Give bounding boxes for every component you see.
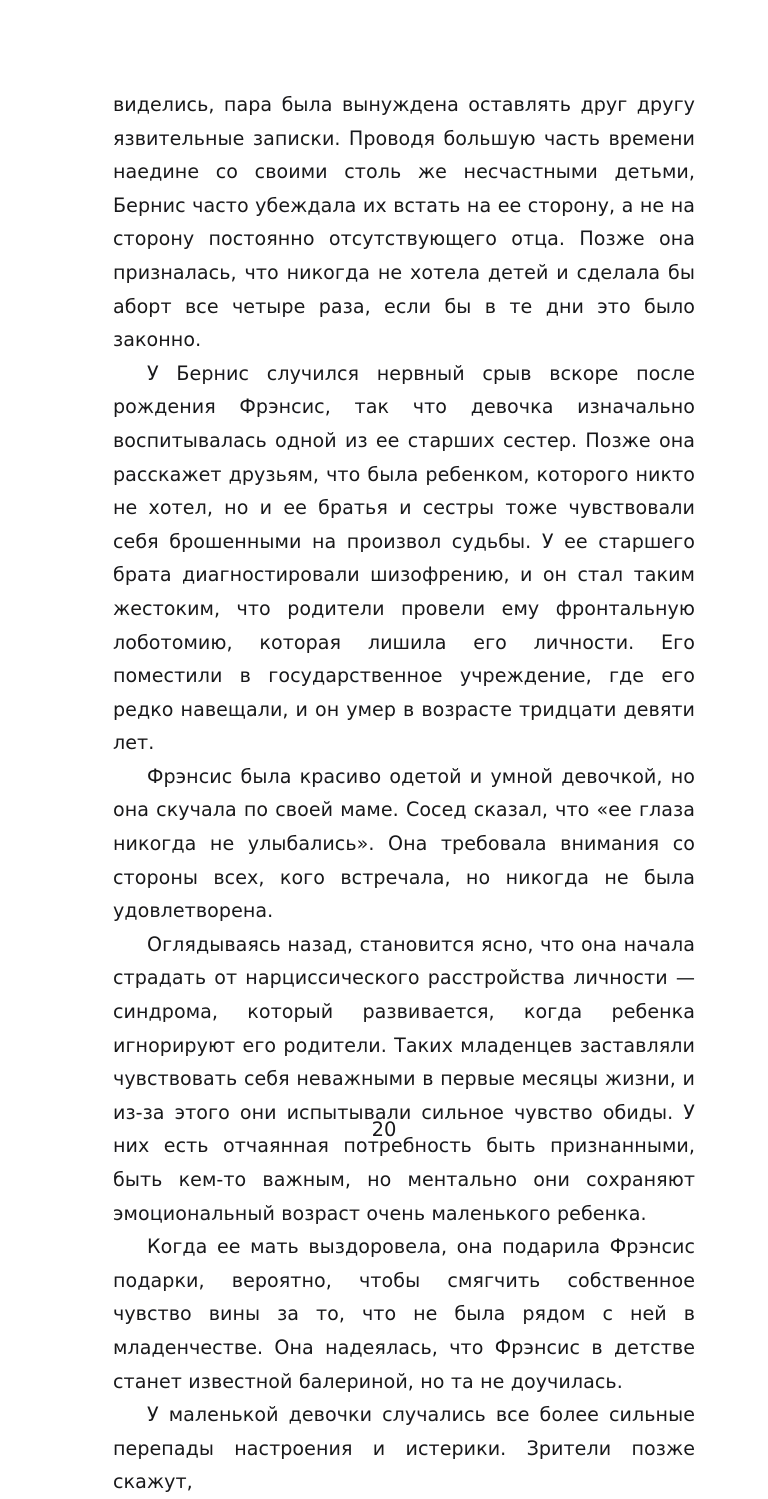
paragraph: У маленькой девочки случались все более сильные перепады настроения и истерики. Зрители позже скажут, [113,1403,695,1494]
paragraph: Когда ее мать выздоровела, она подарила Фрэнсис подарки, вероятно, чтобы смягчить собственное чувство вины за то, что не была рядом с ней в младенчестве. Она надеялась, что Фрэнсис в детстве станет известной балериной, но та не доучилась. [113,1235,695,1393]
paragraph: Оглядываясь назад, становится ясно, что она начала страдать от нарциссического расстройства личности — синдрома, который развивается, когда ребенка игнорируют его родители. Таких младенцев заставляли чувствовать себя неважными в первые месяцы жизни, и из-за этого они испытывали сильное чувство обиды. У них есть отчаянная потребность быть признанными, быть кем-то важным, но ментально они сохраняют эмоциональный возраст очень маленького ребенка. [113,932,695,1225]
page-number: 20 [371,1118,397,1141]
body-text-column [113,88,695,1499]
paragraph: Фрэнсис была красиво одетой и умной девочкой, но она скучала по своей маме. Сосед сказал, что «ее глаза никогда не улыбались». Она требовала внимания со стороны всех, кого встречала, но никогда не была удовлетворена. [113,764,695,923]
paragraph: У Бернис случился нервный срыв вскоре после рождения Фрэнсис, так что девочка изначально воспитывалась одной из ее старших сестер. Позже она расскажет друзьям, что была ребенком, которого никто не хотел, но и ее братья и сестры тоже чувствовали себя брошенными на произвол судьбы. У ее старшего брата диагностировали шизофрению, и он стал таким жестоким, что родители провели ему фронтальную лоботомию, которая лишила его личности. Его поместили в государственное учреждение, где его редко навещали, и он умер в возрасте тридцати девяти лет. [113,361,695,755]
paragraph: виделись, пара была вынуждена оставлять друг другу язвительные записки. Проводя большую часть времени наедине со своими столь же несчастными детьми, Бернис часто убеждала их встать на ее сторону, а не на сторону постоянно отсутствующего отца. Позже она призналась, что никогда не хотела детей и сделала бы аборт все четыре раза, если бы в те дни это было законно. [113,93,695,352]
